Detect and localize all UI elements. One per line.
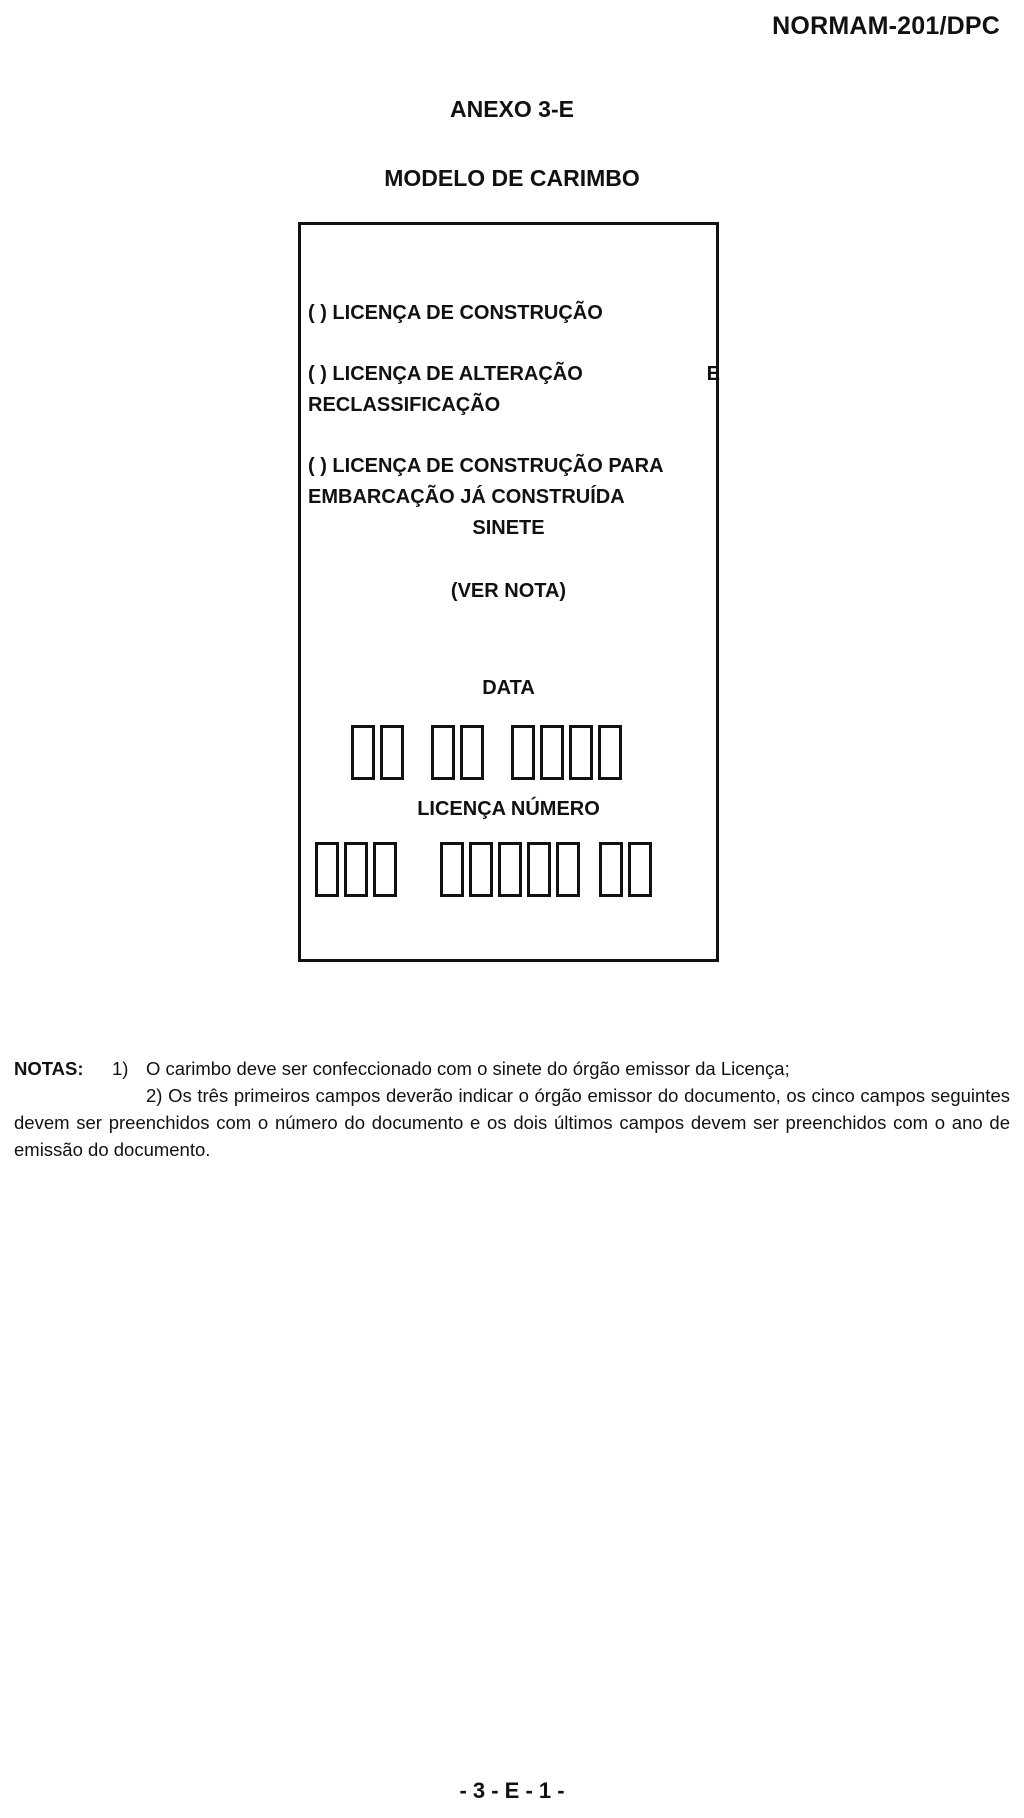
license-cell <box>628 842 652 897</box>
note-1-number: 1) <box>112 1058 129 1079</box>
date-cell <box>380 725 404 780</box>
date-cell <box>460 725 484 780</box>
date-label: DATA <box>482 677 535 699</box>
license-cell <box>599 842 623 897</box>
note-1 <box>14 1055 1010 1082</box>
option-construction-license: ( ) LICENÇA DE CONSTRUÇÃO <box>308 302 603 324</box>
license-cell <box>527 842 551 897</box>
document-code: NORMAM-201/DPC <box>772 12 1000 40</box>
seal-label: SINETE <box>472 517 545 539</box>
license-cell <box>556 842 580 897</box>
license-cell <box>498 842 522 897</box>
note-2: 2) Os três primeiros campos deverão indicar o órgão emissor do documento, os cinco campos seguintes devem ser preenchidos com o número do documento e os dois últimos campos devem ser preenchidos com o ano de emissão do documento. <box>14 1085 1010 1160</box>
license-cell <box>440 842 464 897</box>
option-alteration-license <box>308 359 720 421</box>
page-number: - 3 - E - 1 - <box>459 1778 565 1803</box>
model-title: MODELO DE CARIMBO <box>384 165 640 191</box>
year-of-issue-fields <box>599 842 657 897</box>
date-fields <box>351 725 649 780</box>
note-1-text: O carimbo deve ser confeccionado com o sinete do órgão emissor da Licença; <box>146 1058 790 1079</box>
option2-line1-left: ( ) LICENÇA DE ALTERAÇÃO <box>308 363 583 385</box>
license-cell <box>469 842 493 897</box>
option3-line2: EMBARCAÇÃO JÁ CONSTRUÍDA <box>308 486 625 508</box>
day-fields <box>351 725 409 780</box>
date-cell <box>598 725 622 780</box>
notes-label: NOTAS: <box>14 1058 84 1079</box>
license-cell <box>344 842 368 897</box>
date-cell <box>511 725 535 780</box>
annex-title: ANEXO 3-E <box>450 96 574 122</box>
issuer-fields <box>315 842 402 897</box>
option2-line2: RECLASSIFICAÇÃO <box>308 394 501 416</box>
option2-line1-right: E <box>706 363 720 385</box>
date-cell <box>540 725 564 780</box>
stamp-model-frame <box>298 222 719 962</box>
license-number-label: LICENÇA NÚMERO <box>417 798 600 820</box>
document-number-fields <box>440 842 585 897</box>
notes-section <box>14 1055 1010 1163</box>
see-note-label: (VER NOTA) <box>450 580 567 602</box>
option-built-vessel-license <box>308 451 720 513</box>
license-number-fields <box>315 842 657 897</box>
option3-line1: ( ) LICENÇA DE CONSTRUÇÃO PARA <box>308 455 664 477</box>
date-cell <box>351 725 375 780</box>
license-cell <box>373 842 397 897</box>
date-cell <box>431 725 455 780</box>
year-fields <box>511 725 627 780</box>
month-fields <box>431 725 489 780</box>
license-cell <box>315 842 339 897</box>
date-cell <box>569 725 593 780</box>
